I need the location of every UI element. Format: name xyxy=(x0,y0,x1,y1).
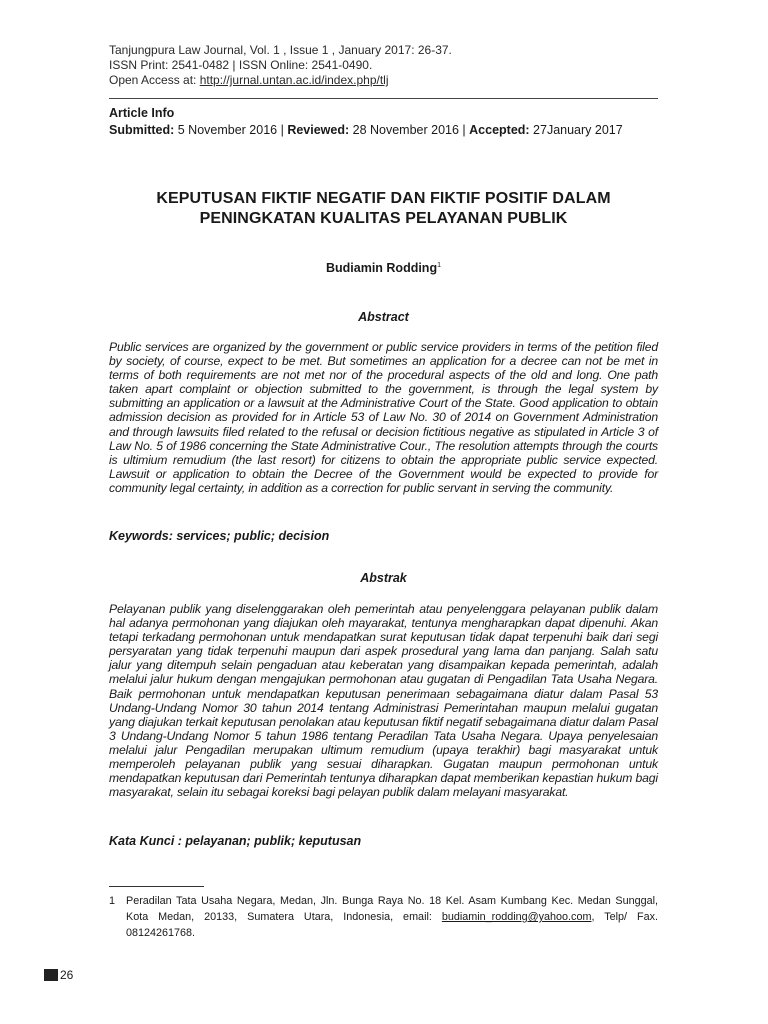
footnote-text xyxy=(126,893,658,941)
footnote-email-link[interactable]: budiamin_rodding@yahoo.com xyxy=(441,911,592,923)
reviewed-label: Reviewed: xyxy=(287,123,350,137)
author xyxy=(109,261,658,275)
page-number: 26 xyxy=(60,968,74,982)
accepted-date: 27January 2017 xyxy=(529,123,623,137)
accepted-label: Accepted: xyxy=(469,123,530,137)
title-line-1: KEPUTUSAN FIKTIF NEGATIF DAN FIKTIF POSITIF DALAM xyxy=(156,190,611,207)
journal-issn: ISSN Print: 2541-0482 | ISSN Online: 2541-0490. xyxy=(109,58,373,72)
article-dates xyxy=(109,122,623,139)
submitted-date: 5 November 2016 | xyxy=(174,123,288,137)
article-info xyxy=(109,105,623,139)
journal-header xyxy=(109,43,452,88)
submitted-label: Submitted: xyxy=(109,123,175,137)
footnote-divider xyxy=(109,886,204,887)
journal-open-access xyxy=(109,73,452,88)
author-name: Budiamin Rodding xyxy=(325,261,438,275)
keywords: Keywords: services; public; decision xyxy=(109,529,330,543)
author-footnote-mark: 1 xyxy=(437,261,441,269)
article-info-heading: Article Info xyxy=(109,106,175,120)
footnote xyxy=(109,893,658,941)
reviewed-date: 28 November 2016 | xyxy=(349,123,470,137)
journal-citation: Tanjungpura Law Journal, Vol. 1 , Issue 1 , January 2017: 26-37. xyxy=(109,43,452,57)
journal-url-link[interactable]: http://jurnal.untan.ac.id/index.php/tlj xyxy=(199,73,389,87)
article-title xyxy=(109,189,658,229)
footnote-contact: , Telp/ Fax. 08124261768. xyxy=(126,911,658,939)
open-access-label: Open Access at: xyxy=(109,73,200,87)
abstrak-text: Pelayanan publik yang diselenggarakan oleh pemerintah atau penyelenggara pelayanan publik dalam hal adanya permohonan yang diajukan oleh mayarakat, tentunya mengharapkan dapat dipenuhi. Akan tetapi terkadang permohonan untuk mendapatkan surat keputusan tidak dapat terpenuhi baik dari segi persyaratan yang tidak terpenuhi maupun dari aspek prosedural yang lama dan panjang. Salah satu jalur yang ditempuh selain pengaduan atau keberatan yang disampaikan kepada pemerintah, adalah melalui jalur hukum dengan mengajukan permohonan atau gugatan di Pengadilan Tata Usaha Negara. Baik permohonan untuk mendapatkan keputusan penerimaan sebagaimana diatur dalam Pasal 53 Undang-Undang Nomor 30 tahun 2014 tentang Administrasi Pemerintahan maupun melalui gugatan yang diajukan terkait keputusan penolakan atau keputusan fiktif negatif sebagaimana diatur dalam Pasal 3 Undang-Undang Nomor 5 tahun 1986 tentang Peradilan Tata Usaha Negara. Upaya penyelesaian melalui jalur Pengadilan merupakan ultimum remudium (upaya terakhir) bagi masyarakat untuk memperoleh pelayanan publik yang sesuai diharapkan. Gugatan maupun permohonan untuk mendapatkan keputusan dari Pemerintah tentunya diharapkan dapat memberikan kepastian hukum bagi masyarakat, selain itu sebagai koreksi bagi pelayan publik dalam melayani masyarakat. xyxy=(109,602,658,800)
title-line-2: PENINGKATAN KUALITAS PELAYANAN PUBLIK xyxy=(199,210,568,227)
abstract-heading: Abstract xyxy=(358,310,409,324)
abstract-text: Public services are organized by the government or public service providers in terms of the petition filed by society, of course, expect to be met. But sometimes an application for a decree can not be met in terms of both requirements are not met nor of the procedural aspects of the old and long. One path taken apart complaint or objection submitted to the government, is through the legal system by submitting an application or a lawsuit at the Administrative Court of the State. Good application to obtain admission decision as provided for in Article 53 of Law No. 30 of 2014 on Government Administration and through lawsuits filed related to the refusal or decision fictitious negative as stipulated in Article 3 of Law No. 5 of 1986 concerning the State Administrative Cour., The resolution attempts through the courts is ultimium remudium (the last resort) for citizens to obtain the appropriate public service expected. Lawsuit or application to obtain the Decree of the Government would be expected to provide for community legal certainty, in addition as a correction for public servant in serving the community. xyxy=(109,340,658,495)
kata-kunci: Kata Kunci : pelayanan; publik; keputusan xyxy=(109,834,362,848)
abstrak-heading: Abstrak xyxy=(360,571,407,585)
footnote-number: 1 xyxy=(109,895,116,907)
footnote-address: Peradilan Tata Usaha Negara, Medan, Jln. Bunga Raya No. 18 Kel. Asam Kumbang Kec. Medan Sunggal, Kota Medan, 20133, Sumatera Utara, Indonesia, email: xyxy=(126,895,658,923)
page-marker-block xyxy=(44,969,58,981)
header-divider xyxy=(109,98,658,99)
